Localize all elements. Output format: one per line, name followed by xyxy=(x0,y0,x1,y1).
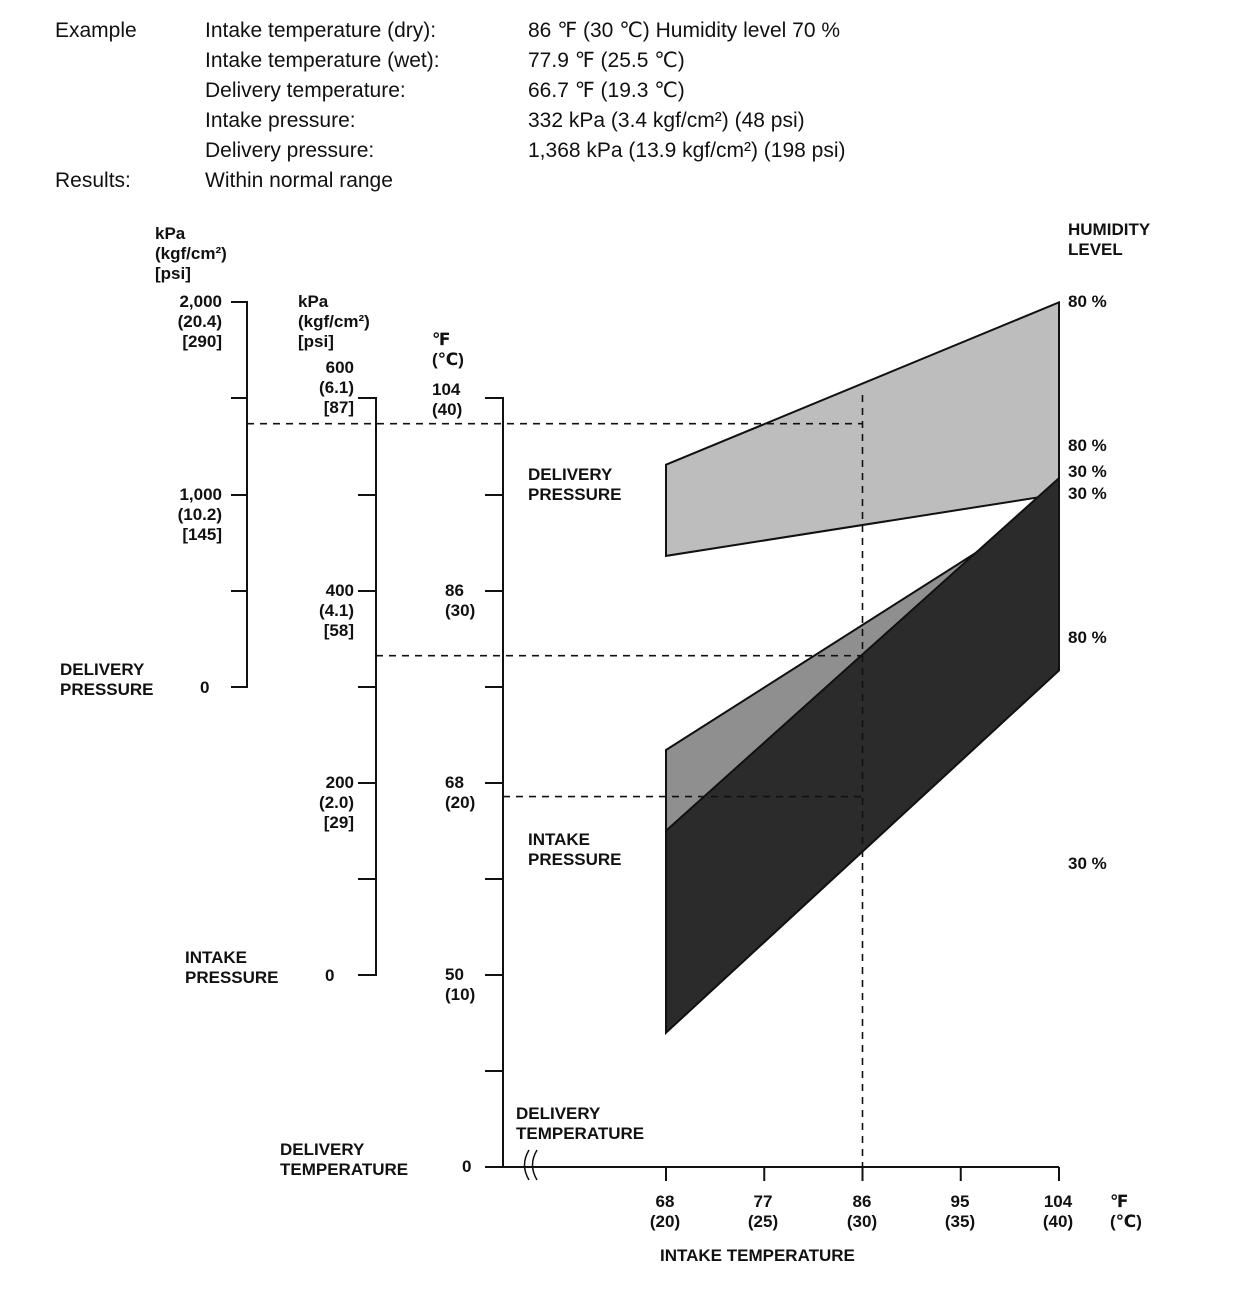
tick-label: 50 (10) xyxy=(445,965,476,1004)
example-row-label: Intake pressure: xyxy=(205,109,356,132)
band-label-intake-pressure: INTAKE PRESSURE xyxy=(528,830,622,869)
x-tick-label: 86 (30) xyxy=(846,1192,878,1231)
tick-label: 0 xyxy=(200,678,210,697)
example-row-value: 66.7 ℉ (19.3 ℃) xyxy=(528,79,685,102)
x-tick-label: 77 (25) xyxy=(747,1192,779,1231)
delivery-pressure-axis-name: DELIVERY PRESSURE xyxy=(60,660,154,699)
x-axis-unit: ℉ (℃) xyxy=(1110,1192,1142,1231)
tick-label: 1,000 (10.2) [145] xyxy=(177,485,222,544)
delivery-temperature-axis-name: DELIVERY TEMPERATURE xyxy=(280,1140,409,1179)
intake-pressure-axis-name: INTAKE PRESSURE xyxy=(185,948,279,987)
example-row-label: Intake temperature (wet): xyxy=(205,49,440,72)
example-row-value: 86 ℉ (30 ℃) Humidity level 70 % xyxy=(528,19,841,42)
tick-label: 104 (40) xyxy=(432,380,463,419)
band-label-delivery-temperature: DELIVERY TEMPERATURE xyxy=(516,1104,645,1143)
intake-pressure-unit: kPa (kgf/cm²) [psi] xyxy=(298,292,370,351)
x-axis-title: INTAKE TEMPERATURE xyxy=(660,1246,855,1265)
tick-label: 86 (30) xyxy=(445,581,476,620)
x-tick-label: 95 (35) xyxy=(944,1192,976,1231)
tick-label: 68 (20) xyxy=(445,773,476,812)
example-label: Example xyxy=(55,19,137,42)
example-row-value: 1,368 kPa (13.9 kgf/cm²) (198 psi) xyxy=(528,139,846,162)
humidity-label: 80 % xyxy=(1068,628,1107,647)
tick-label: 0 xyxy=(462,1157,472,1176)
humidity-label: 30 % xyxy=(1068,854,1107,873)
example-row-label: Delivery temperature: xyxy=(205,79,406,102)
humidity-level-header: HUMIDITY LEVEL xyxy=(1068,220,1151,259)
example-row-label: Delivery pressure: xyxy=(205,139,375,162)
x-tick-label: 68 (20) xyxy=(649,1192,681,1231)
tick-label: 400 (4.1) [58] xyxy=(319,581,354,640)
results-value: Within normal range xyxy=(205,169,393,192)
humidity-label: 80 % xyxy=(1068,436,1107,455)
humidity-label: 80 % xyxy=(1068,292,1107,311)
axis-break-mark xyxy=(525,1150,538,1180)
tick-label: 2,000 (20.4) [290] xyxy=(177,292,222,351)
delivery-temperature-unit: ℉ (℃) xyxy=(432,330,464,369)
tick-label: 600 (6.1) [87] xyxy=(319,358,354,417)
results-label: Results: xyxy=(55,169,131,192)
humidity-label: 30 % xyxy=(1068,462,1107,481)
tick-label: 0 xyxy=(325,966,335,985)
example-row-value: 77.9 ℉ (25.5 ℃) xyxy=(528,49,685,72)
example-row-value: 332 kPa (3.4 kgf/cm²) (48 psi) xyxy=(528,109,805,132)
x-tick-label: 104 (40) xyxy=(1042,1192,1074,1231)
example-row-label: Intake temperature (dry): xyxy=(205,19,437,42)
humidity-label: 30 % xyxy=(1068,484,1107,503)
band-label-delivery-pressure: DELIVERY PRESSURE xyxy=(528,465,622,504)
delivery-pressure-unit: kPa (kgf/cm²) [psi] xyxy=(155,224,227,283)
tick-label: 200 (2.0) [29] xyxy=(319,773,354,832)
